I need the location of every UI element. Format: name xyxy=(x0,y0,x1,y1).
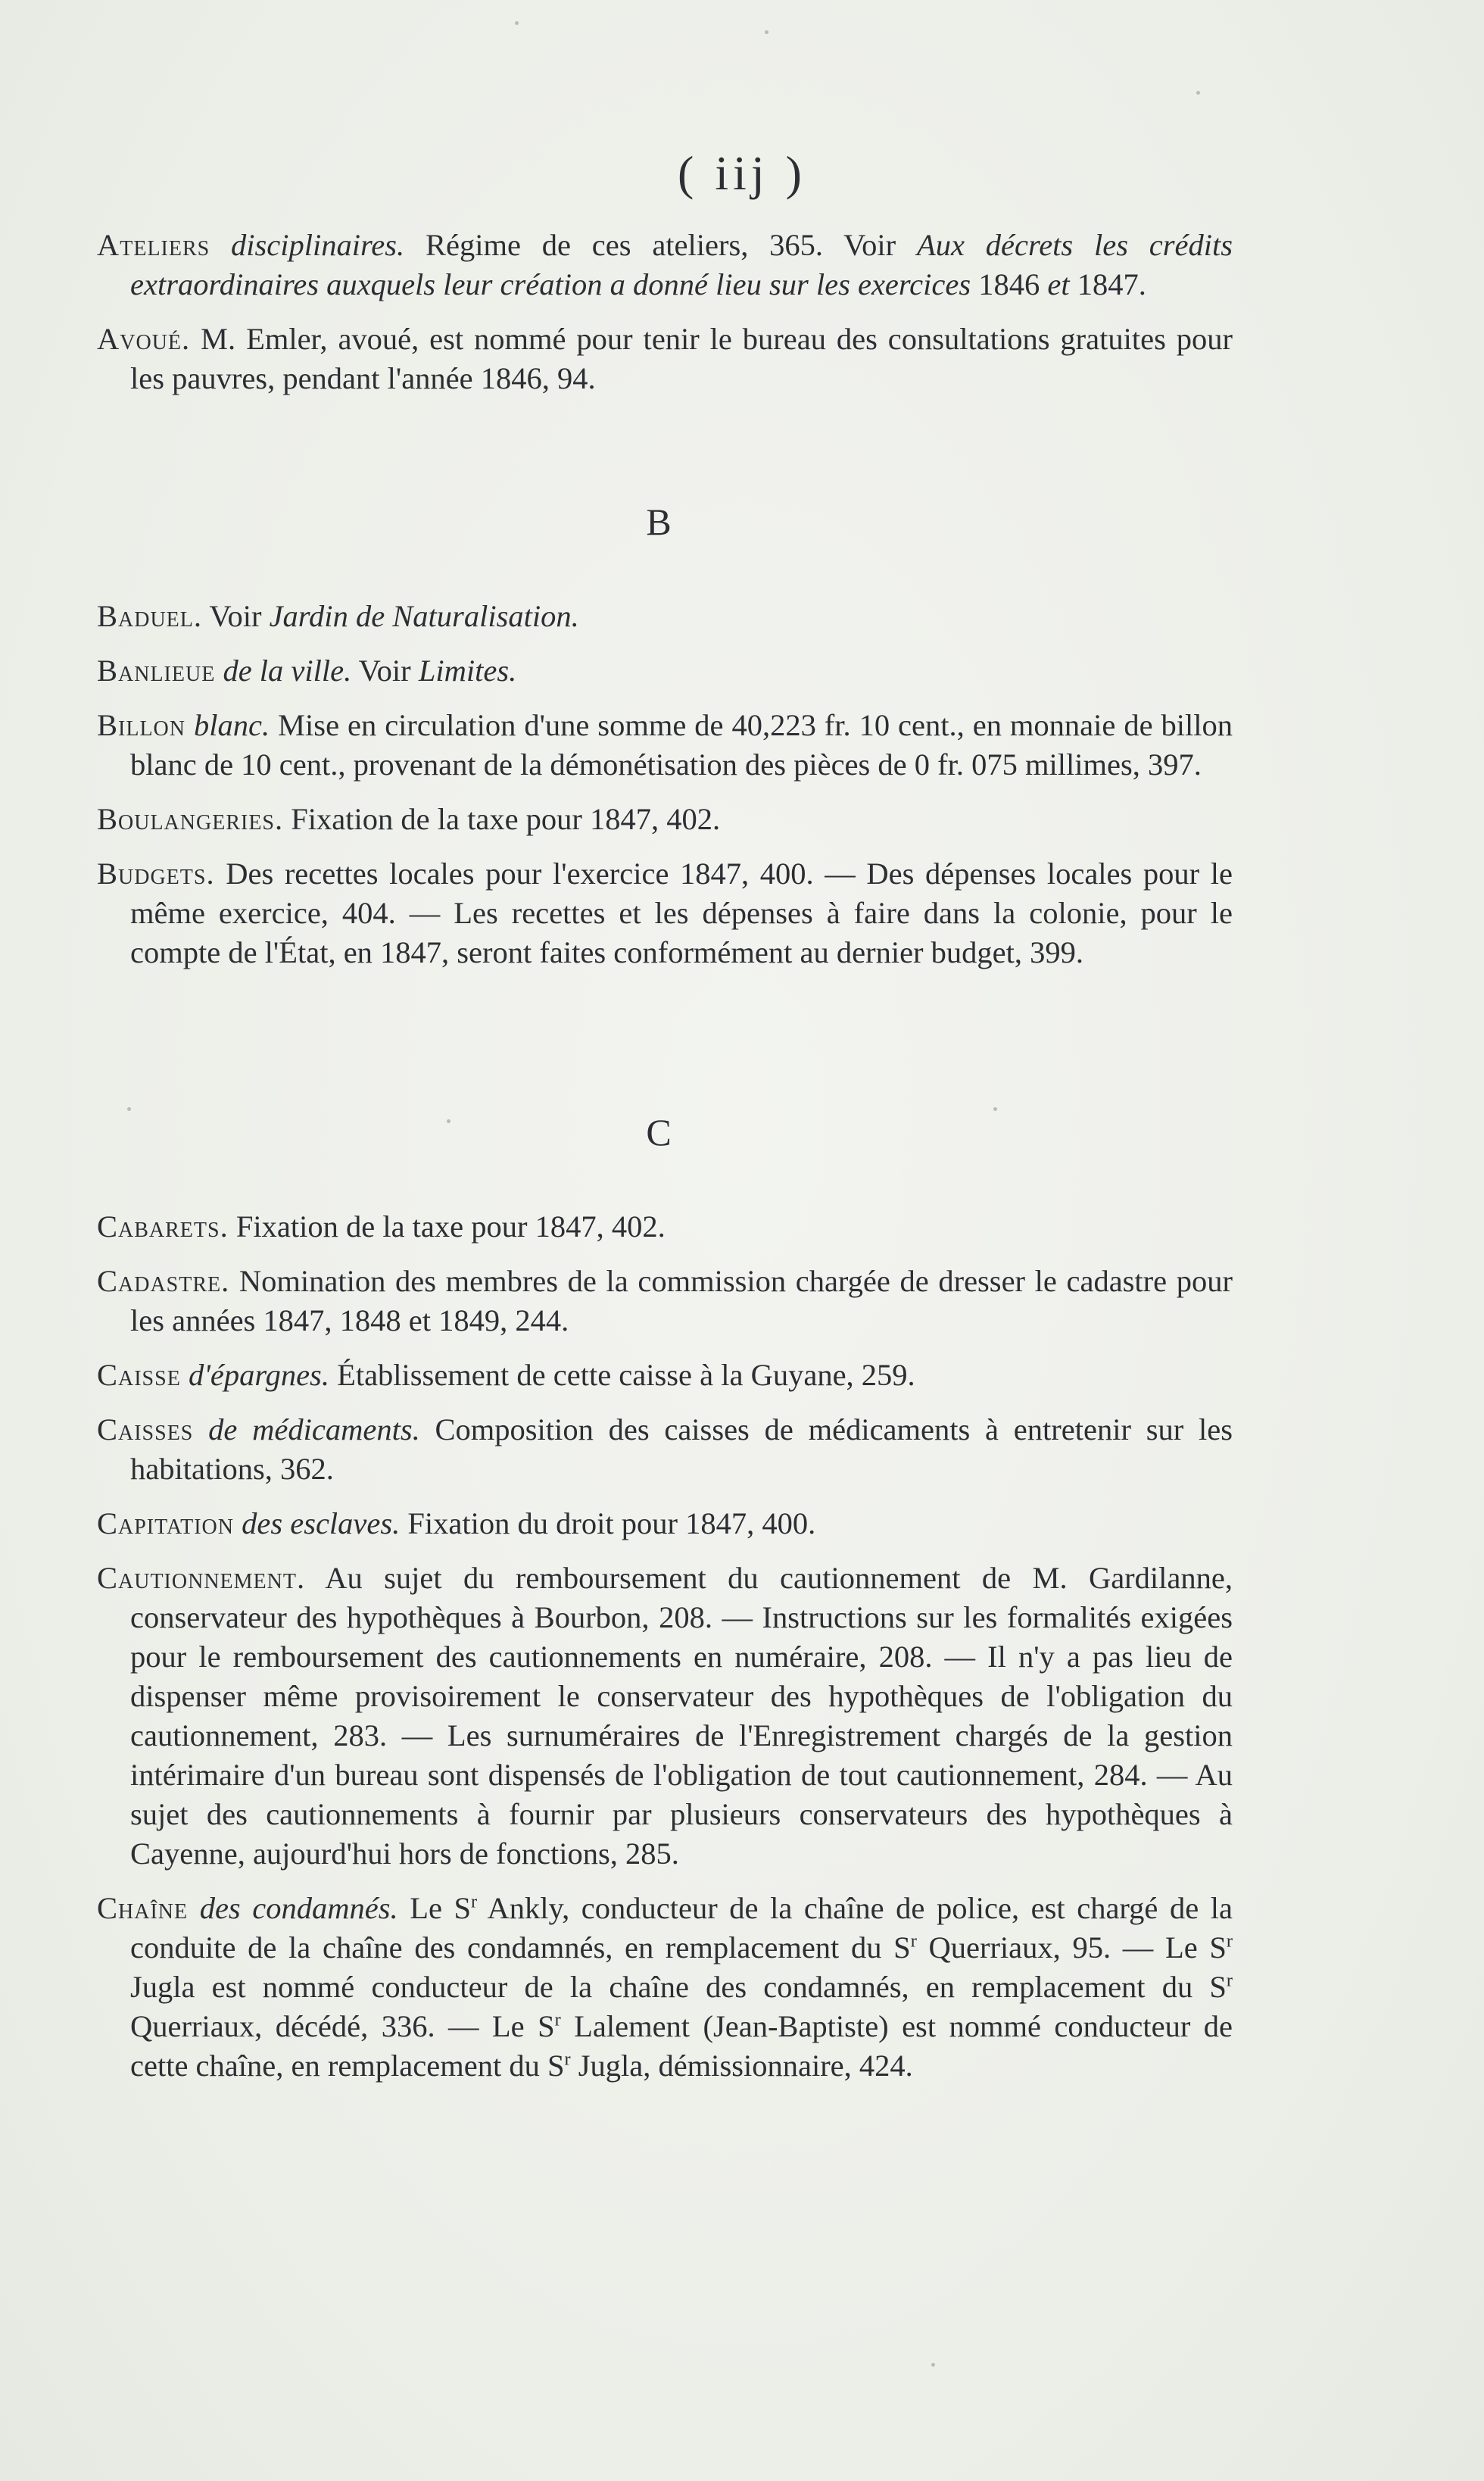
entry-qualifier: de médicaments. xyxy=(208,1412,420,1446)
entry-head: Cadastre. xyxy=(97,1264,230,1298)
entry-qualifier: d'épargnes. xyxy=(188,1358,329,1392)
paper-speck xyxy=(1196,91,1200,95)
entry-text: Composition des caisses de médicaments à entretenir sur les habitations, 362. xyxy=(130,1412,1233,1486)
entry-text: Établissement de cette caisse à la Guyane, 259. xyxy=(337,1358,915,1392)
superscript: r xyxy=(910,1930,917,1952)
entry-head: Boulangeries. xyxy=(97,802,284,836)
entry-reference: Aux décrets les crédits extraordinaires auxquels leur création a donné lieu sur les exercices xyxy=(130,228,1233,301)
index-entry xyxy=(97,597,1233,636)
entry-text: Régime de ces ateliers, 365. Voir xyxy=(425,228,896,262)
entry-head: Caisse xyxy=(97,1358,181,1392)
entry-head: Avoué. xyxy=(97,322,191,356)
entry-text: Au sujet du remboursement du cautionnement de M. Gardilanne, conservateur des hypothèques à Bourbon, 208. — Instructions sur les formalités exigées pour le remboursement des cautionnements en numéraire, 208. — Il n'y a pas lieu de dispenser même provisoirement le conservateur des hypothèques de l'obligation du cautionnement, 283. — Les surnuméraires de l'Enregistrement chargés de la gestion intérimaire d'un bureau sont dispensés de l'obligation de tout cautionnement, 284. — Au sujet des cautionnements à fournir par plusieurs conservateurs des hypothèques à Cayenne, aujourd'hui hors de fonctions, 285. xyxy=(130,1561,1233,1871)
entry-text: Fixation de la taxe pour 1847, 402. xyxy=(235,1209,666,1244)
entry-head: Cabarets. xyxy=(97,1209,229,1244)
entry-head: Chaîne xyxy=(97,1891,189,1925)
index-entry xyxy=(97,706,1233,785)
superscript: r xyxy=(471,1891,478,1912)
entry-text: 1847. xyxy=(1077,267,1146,301)
section-a xyxy=(97,226,1233,414)
section-letter-c: C xyxy=(646,1111,672,1153)
entry-text: Mise en circulation d'une somme de 40,223 fr. 10 cent., en monnaie de billon blanc de 10 cent., provenant de la démonétisation des pièces de 0 fr. 075 millimes, 397. xyxy=(130,708,1233,782)
section-b xyxy=(97,597,1233,988)
entry-text: 1846 xyxy=(978,267,1040,301)
paper-speck xyxy=(765,30,768,34)
entry-head: Banlieue xyxy=(97,654,216,688)
superscript: r xyxy=(1226,1970,1233,1991)
index-entry xyxy=(97,651,1233,691)
index-entry xyxy=(97,226,1233,304)
entry-text: Fixation de la taxe pour 1847, 402. xyxy=(291,802,721,836)
entry-reference: et xyxy=(1047,267,1070,301)
entry-head: Ateliers xyxy=(97,228,210,262)
entry-text: Le S xyxy=(410,1891,472,1925)
entry-reference: Jardin de Naturalisation. xyxy=(269,599,579,633)
superscript: r xyxy=(564,2049,571,2070)
index-entry xyxy=(97,1207,1233,1247)
entry-qualifier: disciplinaires. xyxy=(231,228,405,262)
section-c xyxy=(97,1207,1233,2101)
entry-text: Fixation du droit pour 1847, 400. xyxy=(407,1506,816,1540)
paper-speck xyxy=(931,2363,935,2367)
entry-text: M. Emler, avoué, est nommé pour tenir le bureau des consultations gratuites pour les pauvres, pendant l'année 1846, 94. xyxy=(130,322,1233,395)
superscript: r xyxy=(1226,1930,1233,1952)
entry-text: Ankly, conducteur de la chaîne de police, est chargé de la conduite de la chaîne des condamnés, en remplacement du S xyxy=(130,1891,1233,1965)
entry-head: Baduel. xyxy=(97,599,203,633)
entry-qualifier: des condamnés. xyxy=(199,1891,398,1925)
entry-head: Caisses xyxy=(97,1412,194,1446)
entry-text: Voir xyxy=(209,599,262,633)
entry-text: Voir xyxy=(358,654,411,688)
entry-head: Cautionnement. xyxy=(97,1561,306,1595)
index-entry xyxy=(97,1504,1233,1543)
entry-head: Capitation xyxy=(97,1506,234,1540)
index-entry xyxy=(97,800,1233,839)
superscript: r xyxy=(554,2009,561,2030)
entry-reference: Limites. xyxy=(418,654,517,688)
page-number: ( iij ) xyxy=(678,146,806,200)
index-entry xyxy=(97,854,1233,972)
section-letter-b: B xyxy=(646,501,672,543)
index-entry xyxy=(97,320,1233,398)
entry-text: Des recettes locales pour l'exercice 1847, 400. — Des dépenses locales pour le même exercice, 404. — Les recettes et les dépenses à faire dans la colonie, pour le compte de l'État, en 1847, seront faites conformément au dernier budget, 399. xyxy=(130,857,1233,969)
entry-text: Jugla est nommé conducteur de la chaîne des condamnés, en remplacement du S xyxy=(130,1970,1227,2004)
entry-qualifier: des esclaves. xyxy=(242,1506,401,1540)
entry-text: Lalement (Jean-Baptiste) est nommé conducteur de cette chaîne, en remplacement du S xyxy=(130,2009,1233,2083)
entry-text: Nomination des membres de la commission chargée de dresser le cadastre pour les années 1847, 1848 et 1849, 244. xyxy=(130,1264,1233,1337)
entry-head: Budgets. xyxy=(97,857,215,891)
index-entry xyxy=(97,1889,1233,2086)
entry-qualifier: blanc. xyxy=(193,708,270,742)
entry-text: Jugla, démissionnaire, 424. xyxy=(578,2049,913,2083)
index-entry xyxy=(97,1559,1233,1874)
entry-text: Querriaux, 95. — Le S xyxy=(928,1930,1227,1965)
paper-speck xyxy=(515,21,519,25)
entry-text: Querriaux, décédé, 336. — Le S xyxy=(130,2009,555,2043)
index-entry xyxy=(97,1262,1233,1340)
entry-qualifier: de la ville. xyxy=(223,654,352,688)
entry-head: Billon xyxy=(97,708,186,742)
index-entry xyxy=(97,1356,1233,1395)
index-entry xyxy=(97,1410,1233,1489)
